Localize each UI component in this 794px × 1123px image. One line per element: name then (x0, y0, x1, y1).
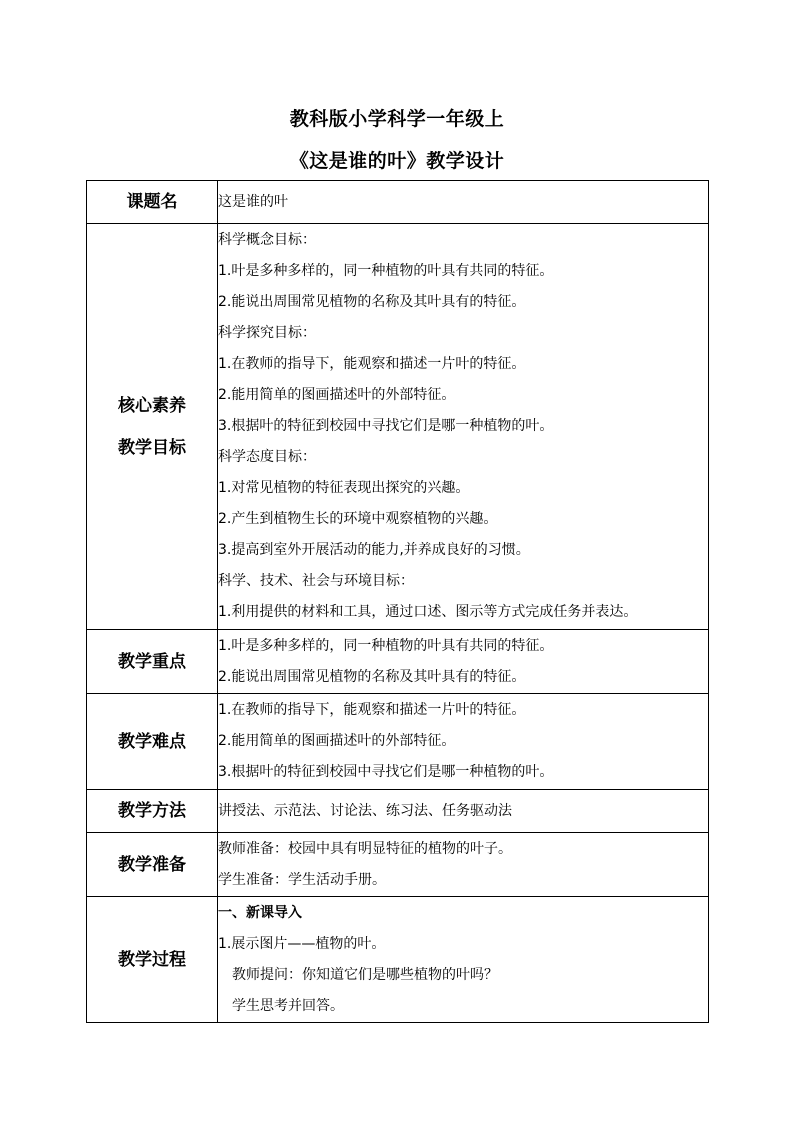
content-line: 2.能说出周围常见植物的名称及其叶具有的特征。 (218, 668, 526, 685)
content-line: 1.叶是多种多样的，同一种植物的叶具有共同的特征。 (218, 637, 554, 654)
content-line: 科学态度目标： (218, 449, 316, 465)
table-row-process (87, 897, 709, 1023)
row-content-difficulties (218, 694, 709, 790)
content-line: 讲授法、示范法、讨论法、练习法、任务驱动法 (218, 802, 512, 819)
content-line: 科学概念目标： (218, 232, 316, 248)
row-content-preparation (218, 833, 709, 897)
content-line: 1.在教师的指导下，能观察和描述一片叶的特征。 (218, 356, 526, 372)
content-line: 科学、技术、社会与环境目标： (218, 573, 414, 589)
lesson-plan-table (86, 180, 709, 1023)
document-subtitle: 《这是谁的叶》教学设计 (289, 150, 505, 172)
content-line: 3.提高到室外开展活动的能力,并养成良好的习惯。 (218, 542, 530, 558)
row-content-key-points (218, 630, 709, 694)
table-row-difficulties (87, 694, 709, 790)
row-label-topic: 课题名 (87, 181, 218, 224)
section-heading: 一、新课导入 (218, 904, 302, 921)
table-row-topic (87, 181, 709, 224)
content-line: 1.在教师的指导下，能观察和描述一片叶的特征。 (218, 702, 526, 718)
content-line: 学生思考并回答。 (232, 997, 344, 1014)
content-line: 2.产生到植物生长的环境中观察植物的兴趣。 (218, 511, 498, 527)
table-row-methods (87, 790, 709, 833)
content-line: 3.根据叶的特征到校园中寻找它们是哪一种植物的叶。 (218, 764, 554, 780)
row-label-process: 教学过程 (87, 897, 218, 1023)
content-line: 1.叶是多种多样的，同一种植物的叶具有共同的特征。 (218, 263, 554, 279)
row-label-preparation: 教学准备 (87, 833, 218, 897)
content-line: 2.能用简单的图画描述叶的外部特征。 (218, 387, 456, 403)
table-row-key-points (87, 630, 709, 694)
content-line: 1.展示图片——植物的叶。 (218, 935, 386, 952)
content-line: 教师准备：校园中具有明显特征的植物的叶子。 (218, 840, 512, 857)
content-line: 1.利用提供的材料和工具，通过口述、图示等方式完成任务并表达。 (218, 604, 638, 620)
table-row-preparation (87, 833, 709, 897)
content-line: 3.根据叶的特征到校园中寻找它们是哪一种植物的叶。 (218, 418, 554, 434)
content-line: 2.能用简单的图画描述叶的外部特征。 (218, 733, 456, 749)
label-line: 核心素养 (118, 395, 186, 416)
row-label-key-points: 教学重点 (87, 630, 218, 694)
row-label-objectives (87, 224, 218, 630)
row-content-topic (218, 181, 709, 224)
content-line: 这是谁的叶 (218, 193, 288, 210)
table-row-objectives (87, 224, 709, 630)
row-content-objectives (218, 224, 709, 630)
document-title: 教科版小学科学一年级上 (289, 108, 505, 130)
row-content-methods (218, 790, 709, 833)
row-label-methods: 教学方法 (87, 790, 218, 833)
content-line: 2.能说出周围常见植物的名称及其叶具有的特征。 (218, 294, 526, 310)
content-line: 1.对常见植物的特征表现出探究的兴趣。 (218, 480, 470, 496)
label-line: 教学目标 (118, 437, 186, 458)
content-line: 科学探究目标： (218, 325, 316, 341)
row-label-difficulties: 教学难点 (87, 694, 218, 790)
content-line: 学生准备：学生活动手册。 (218, 871, 386, 888)
row-content-process (218, 897, 709, 1023)
content-line: 教师提问：你知道它们是哪些植物的叶吗？ (232, 966, 498, 983)
